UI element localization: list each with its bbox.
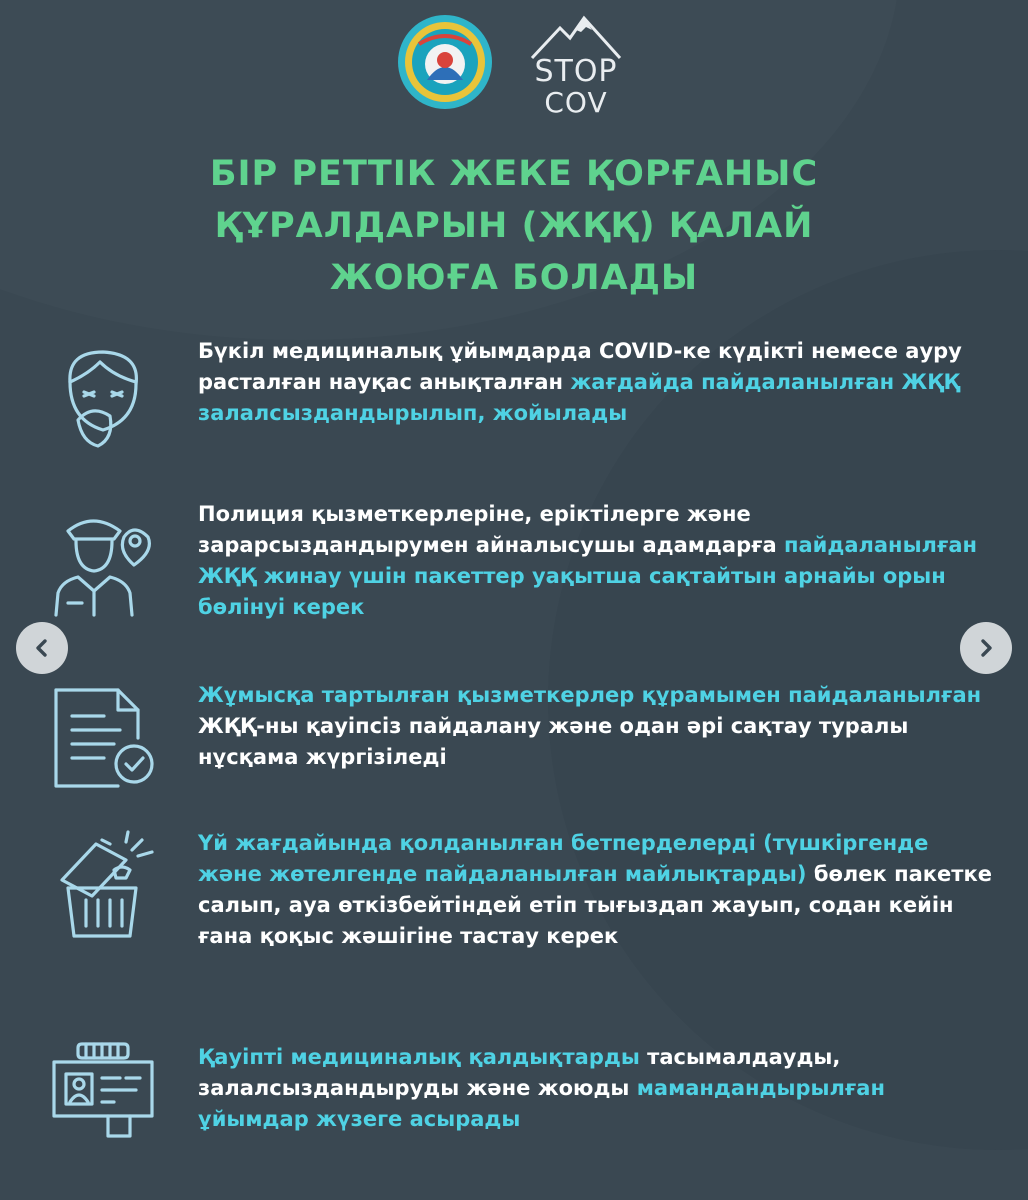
item-text xyxy=(198,1042,998,1135)
item-text xyxy=(198,680,998,773)
chevron-left-icon xyxy=(31,637,53,659)
item-text-highlight: пайдаланылған ЖҚҚ жинау үшін пакеттер уақытша сақтайтын арнайы орын бөлінуі керек xyxy=(198,533,978,619)
item-text xyxy=(198,828,998,952)
page-title: БІР РЕТТІК ЖЕКЕ ҚОРҒАНЫС ҚҰРАЛДАРЫН (ЖҚҚ) ҚАЛАЙ ЖОЮҒА БОЛАДЫ xyxy=(209,154,819,298)
item-text xyxy=(198,336,998,429)
item-text-white: Бүкіл медициналық ұйымдарда COVID-ке күдікті немесе ауру расталған науқас анықталған xyxy=(198,339,962,394)
stop-logo-text: STOP xyxy=(534,54,618,89)
previous-slide-button[interactable] xyxy=(16,622,68,674)
chevron-right-icon xyxy=(975,637,997,659)
item-text-highlight: Жұмысқа тартылған қызметкерлер құрамымен пайдаланылған xyxy=(198,683,982,707)
item-text-white: бөлек пакетке салып, ауа өткізбейтіндей етіп тығыздап жауып, содан кейін ғана қоқыс жәшігіне тастау керек xyxy=(198,862,992,948)
item-text-highlight: жағдайда пайдаланылған ЖҚҚ залалсыздандырылып, жойылады xyxy=(198,370,960,425)
item-text-highlight: Үй жағдайында қолданылған бетперделерді (түшкіргенде және жөтелгенде пайдаланылған майлықтарды) xyxy=(198,831,929,886)
police-officer-icon xyxy=(48,507,158,617)
almaty-emblem-logo xyxy=(397,14,493,110)
item-text-highlight: мамандандырылған ұйымдар жүзеге асырады xyxy=(198,1076,885,1131)
sick-person-icon xyxy=(48,342,158,452)
trash-bin-icon xyxy=(48,830,158,940)
cov-logo-text: COV xyxy=(544,86,608,119)
item-text-white: ЖҚҚ-ны қауіпсіз пайдалану және одан әрі сақтау туралы нұсқама жүргізіледі xyxy=(198,714,909,769)
item-text-highlight: Қауіпті медициналық қалдықтарды xyxy=(198,1045,640,1069)
stop-cov-logo xyxy=(526,14,626,119)
next-slide-button[interactable] xyxy=(960,622,1012,674)
item-text-white: тасымалдауды, залалсыздандыруды және жоюды xyxy=(198,1045,841,1100)
item-text-white: Полиция қызметкерлеріне, еріктілерге және зарарсыздандырумен айналысушы адамдарға xyxy=(198,502,784,557)
item-text xyxy=(198,499,998,623)
id-card-icon xyxy=(48,1032,158,1142)
document-check-icon xyxy=(48,682,158,792)
